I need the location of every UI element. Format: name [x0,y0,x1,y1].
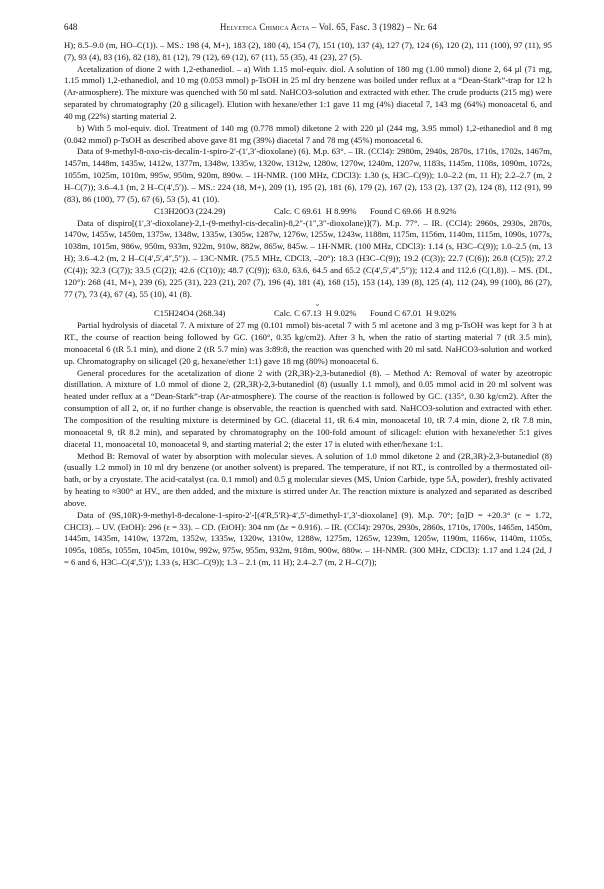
formula: C15H24O4 (268.34) [154,308,226,319]
calc-values: Calc. C 69.61 H 8.99% [274,205,357,216]
calc-values: Calc. C 67.13 H 9.02% [274,308,357,319]
paragraph-ms-data: H); 8.5–9.0 (m, HO–C(1)). – MS.: 198 (4, M+), 183 (2), 180 (4), 154 (7), 151 (10), 137 (4), 127 (7), 124 (6), 120 (2), 111 (100), 97 (11), 95 (7), 93 (4), 83 (16), 82 (18), 81 (12), 79 (12), 69 (12), 67 (11), 55 (35), 41 (23), 27 (5). [64,39,552,62]
found-values: Found C 69.66 H 8.92% [370,205,457,216]
paragraph-partial-hydrolysis: Partial hydrolysis of diacetal 7. A mixture of 27 mg (0.101 mmol) bis-acetal 7 with 5 ml acetone and 3 mg p-TsOH was kept for 3 h at RT., the course of reaction being followed by GC. (160°, 0.35 kg/cm2). After 3 h, when the ratio of starting material 7 (tR 3.5 min), monoacetal 6 (tR 5.1 min), and dione 2 (tR 5.7 min) was 3:89:8, the reaction was quenched with 20 ml satd. NaHCO3-solution and worked up. Chromatography on silicagel (20 g, hexane/ether 1:1) gave 18 mg (80%) monoacetal 6. [64,320,552,366]
stray-mark: ⌄ [314,299,321,309]
found-values: Found C 67.01 H 9.02% [370,308,457,319]
paragraph-general-procedures-method-a: General procedures for the acetalization of dione 2 with (2R,3R)-2,3-butanediol (8). – Method A: Removal of water by azeotropic distillation. A mixture of 1.0 mmol of dione 2, (2R,3R)-2,3-butanediol (8) (usually 1.1 mmol), and 0.05 mmol acid in 20 ml solvent was heated under reflux at a “Dean-Stark”-trap (Ar-atmosphere). The course of the reaction is followed by GC. (135°, 0.30 kg/cm2). After the consumption of all 2, or, if no further change is observable, the reaction is quenched with satd. NaHCO3-solution and extracted with ether. The composition of the resulting mixture is determined by GC. (diacetal 11, tR 6.4 min, monoacetal 10, tR 7.4 min, dione 2, tR 7.8 min, monoacetal 9, tR 8.2 min), and separated by chromatography on the 100-fold amount of silicagel: elution with hexane/ether 5:1 gives diacetal 11, monoacetal 10, monoacetal 9, and starting material 2; the ester 17 is eluted with ether/hexane 1:1. [64,367,552,449]
journal-name: Helvetica Chimica Acta [220,22,310,32]
paragraph-data-compound-9: Data of (9S,10R)-9-methyl-8-decalone-1-spiro-2′-[(4′R,5′R)-4′,5′-dimethyl-1′,3′-dioxolane] (9). M.p. 70°; [α]D = +20.3° (c = 1.72, CHCl3). – UV. (EtOH): 296 (ε = 33). – CD. (EtOH): 304 nm (Δε = 0.916). – IR. (CCl4): 2970s, 2930s, 2860s, 1710s, 1700s, 1465m, 1450m, 1445m, 1435m, 1410w, 1372m, 1352w, 1335w, 1320w, 1310w, 1288w, 1275m, 1265w, 1239m, 1205w, 1190m, 1166w, 1140m, 1105s, 1095s, 1085s, 1055m, 1045m, 1010w, 992w, 975w, 955m, 932m, 918m, 900w, 880w. – 1H-NMR. (300 MHz, CDCl3): 1.17 and 1.24 (2d, J = 6 and 6, H3C–C(4′,5′)); 1.33 (s, H3C–C(9)); 1.3 – 2.1 (m, 11 H); 2.4–2.7 (m, 2 H–C(7)); [64,509,552,568]
running-header [64,22,552,34]
elemental-analysis-6 [64,206,552,218]
elemental-analysis-7 [64,308,552,320]
journal-issue: – Vol. 65, Fasc. 3 (1982) – Nr. 64 [309,22,438,32]
paragraph-acetalization-a: Acetalization of dione 2 with 1,2-ethanediol. – a) With 1.15 mol-equiv. diol. A solution of 180 mg (1.00 mmol) dione 2, 64 µl (71 mg, 1.15 mmol) 1,2-ethanediol, and 10 mg (0.053 mmol) p-TsOH in 25 ml dry benzene was boiled under reflux at a “Dean-Stark”-trap for 12 h (Ar-atmosphere). The mixture was quenched with 50 ml satd. NaHCO3-solution and extracted with ether. The crude products (215 mg) were separated by chromatography (20 g silicagel). Elution with hexane/ether 1:1 gave 11 mg (4%) diacetal 7, 143 mg (64%) monoacetal 6, and 40 mg (22%) starting material 2. [64,63,552,121]
formula: C13H20O3 (224.29) [154,205,226,216]
paragraph-data-monoacetal-6: Data of 9-methyl-8-oxo-cis-decalin-1-spiro-2′-(1′,3′-dioxolane) (6). M.p. 63°. – IR. (CCl4): 2980m, 2940s, 2870s, 1710s, 1702s, 1467m, 1457m, 1448m, 1435w, 1412w, 1377m, 1348w, 1335w, 1320w, 1312w, 1280w, 1270w, 1240m, 1207w, 1183s, 1145m, 1108s, 1090m, 1072s, 1055m, 1025m, 1010m, 995w, 950m, 920m, 890w. – 1H-NMR. (100 MHz, CDCl3): 1.30 (s, H3C–C(9)); 1.0–2.2 (m, 11 H); 2.2–2.7 (m, 2 H–C(7)); 3.6–4.1 (m, 2 H–C(4′,5′)). – MS.: 224 (18, M+), 209 (1), 195 (2), 181 (6), 179 (2), 167 (2), 153 (2), 137 (2), 124 (8), 112 (91), 99 (83), 86 (100), 77 (5), 67 (6), 53 (5), 41 (10). [64,146,552,204]
paragraph-method-b: Method B: Removal of water by absorption with molecular sieves. A solution of 1.0 mmol diketone 2 and (2R,3R)-2,3-butanediol (8) (usually 1.2 mmol) in 10 ml dry benzene (or another solvent) is prepared. The temperature, if not RT., is controlled by a thermostated oil-bath, or by a cryostate. The acid-catalyst (ca. 0.1 mmol) and 0.5 g molecular sieves (MS, Union Carbide, type 5Å, powder), freshly activated by heating to ≈300° at HV., are then added, and the mixture is stirred under Ar. The reaction mixture is analyzed and separated as described above. [64,450,552,508]
paragraph-data-diacetal-7: Data of dispiro[(1′,3′-dioxolane)-2,1-(9-methyl-cis-decalin)-8,2″-(1″,3″-dioxolane)](7). M.p. 77°. – IR. (CCl4): 2960s, 2930s, 2870s, 1470w, 1455w, 1450m, 1375w, 1348w, 1335w, 1305w, 1287w, 1276w, 1255w, 1243w, 1188m, 1175m, 1156m, 1140m, 1115m, 1090s, 1077s, 1038m, 1015m, 986w, 950m, 933m, 922m, 910w, 882w, 865w, 845w. – 1H-NMR. (100 MHz, CDCl3): 1.14 (s, H3C–C(9)); 1.0–2.5 (m, 13 H); 3.6–4.2 (m, 2 H–C(4′,5′,4″,5″)). – 13C-NMR. (75.5 MHz, CDCl3, –20°): 18.3 (H3C–C(9)); 19.2 (C(3)); 22.7 (C(6)); 26.8 (C(5)); 27.2 (C(4)); 32.3 (C(7)); 33.5 (C(2)); 42.6 (C(10)); 48.7 (C(9)); 63.0, 63.6, 64.5 and 65.2 (C(4′,5′,4″,5″)); 112.4 and 112.6 (C(1,8)). – MS. (DI., 120°): 268 (41, M+), 239 (6), 225 (31), 223 (21), 207 (7), 196 (4), 181 (4), 168 (15), 153 (14), 139 (8), 125 (4), 112 (24), 99 (100), 86 (27), 77 (7), 73 (4), 67 (4), 55 (10), 41 (8). [64,217,552,299]
journal-title [220,22,437,34]
page-number: 648 [64,22,78,32]
paragraph-acetalization-b: b) With 5 mol-equiv. diol. Treatment of 140 mg (0.778 mmol) diketone 2 with 220 µl (244 mg, 3.95 mmol) 1,2-ethanediol and 8 mg (0.042 mmol) p-TsOH as described above gave 81 mg (39%) diacetal 7 and 78 mg (45%) monoacetal 6. [64,122,552,145]
